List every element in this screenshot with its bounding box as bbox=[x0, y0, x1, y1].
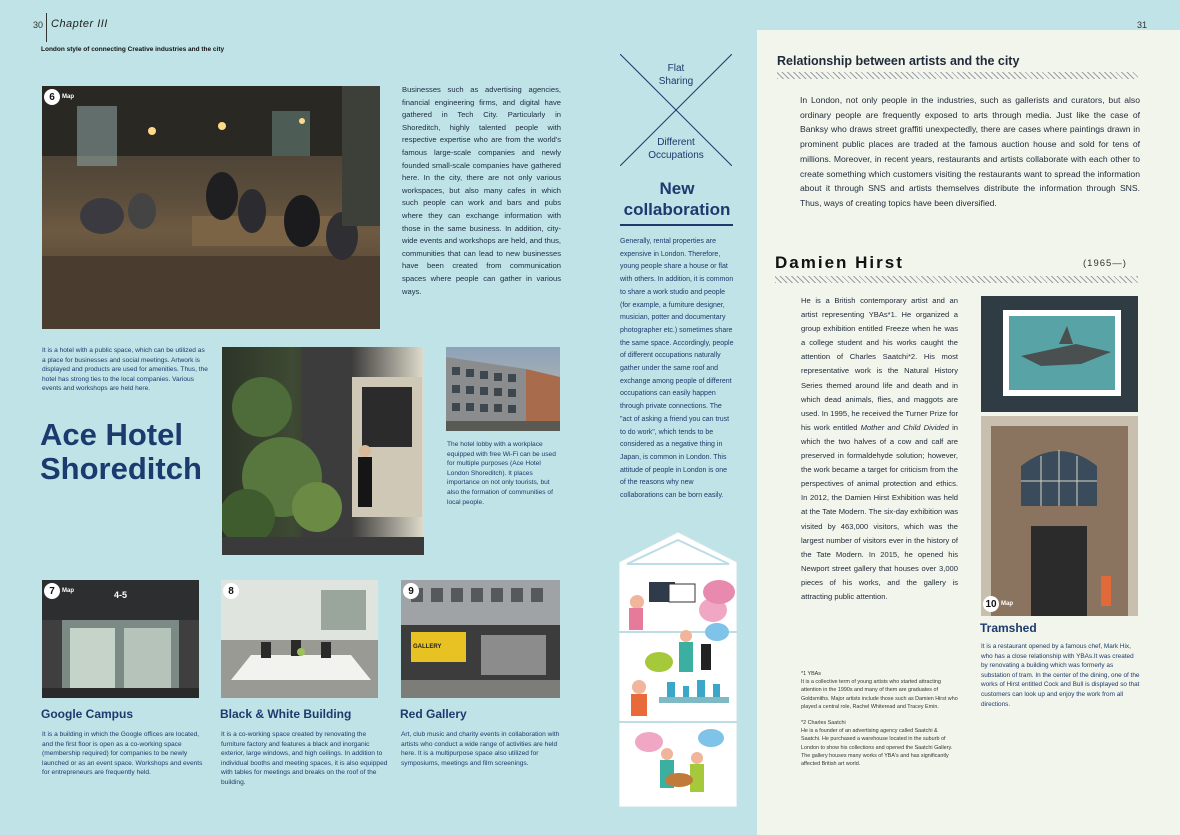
google-campus-description: It is a building in which the Google offices are located, and the first floor is open as a co-working space (membership required) for companies to be newly launched or as an event space. Workshops and events for entrepreneurs are frequently held. bbox=[42, 731, 203, 777]
damien-hirst-biography bbox=[801, 294, 958, 604]
hatched-divider bbox=[775, 276, 1138, 283]
header-divider bbox=[46, 13, 47, 42]
tech-city-intro: Businesses such as advertising agencies, financial engineering firms, and digital have gathered in Tech City. Particularly in Shoreditch, highly talented people with respective expertise who are from the world's famous large-scale companies and newly founded small-scale companies have gathered here. In the city, there are not only various workspaces, but also many cafes in which such people can work and bars and pubs where they can exchange information with those in the same business. In addition, city-wide events and workshops are held, and thus, communities that can lead to new businesses have been created from communication spaces where people can gather in various ways. bbox=[402, 85, 561, 296]
lobby-scene-illustration bbox=[222, 347, 424, 555]
ace-hotel-lobby-photo bbox=[222, 347, 424, 555]
map-label: Map bbox=[62, 94, 74, 100]
footnote-2-title: *2 Charles Saatchi bbox=[801, 720, 846, 727]
artwork-title: Mother and Child Divided bbox=[860, 422, 949, 432]
cafe-scene-illustration bbox=[42, 86, 380, 329]
different-occupations-line2: Occupations bbox=[648, 150, 704, 161]
new-collaboration-line1: New bbox=[659, 179, 695, 198]
tramshed-facade-illustration bbox=[981, 416, 1138, 616]
flat-sharing-label bbox=[636, 62, 716, 88]
photo-tag-7 bbox=[44, 583, 74, 599]
title-underline bbox=[620, 224, 733, 226]
hatched-divider bbox=[777, 72, 1138, 79]
exterior-illustration bbox=[446, 347, 560, 431]
red-gallery-title: Red Gallery bbox=[400, 707, 467, 721]
biography-part-b: in which the two halves of a cow and calf are preserved in formaldehyde solution; however, the work became a target for criticism from the perspectives of animal protection and ethics. In 2012, the Damien Hirst Exhibition was held at the Tate Modern. The six-day exhibition was visited by 463,000 visitors, which was the largest number of visitors ever in the history of the Tate Modern. In 2015, he opened his Newport street gallery that houses over 3,000 pieces of his works, and the gallery is attracting public attention. bbox=[801, 422, 958, 601]
ace-hotel-exterior-photo bbox=[446, 347, 560, 431]
black-white-building-title: Black & White Building bbox=[220, 707, 352, 721]
page-number-left: 30 bbox=[33, 20, 44, 30]
damien-hirst-heading: Damien Hirst bbox=[775, 253, 904, 272]
photo-tag-6 bbox=[44, 89, 74, 105]
tech-city-cafe-photo bbox=[42, 86, 380, 329]
photo-number-badge: 9 bbox=[403, 583, 419, 599]
ace-hotel-title-line2: Shoreditch bbox=[40, 451, 202, 486]
ace-hotel-caption: The hotel lobby with a workplace equipped with free Wi-Fi can be used for multiple purposes (Ace Hotel London Shoreditch). It places importance on not only tourists, but also the formation of communities of local people. bbox=[447, 441, 556, 506]
footnotes bbox=[801, 670, 958, 768]
photo-tag-9 bbox=[403, 583, 419, 599]
flat-sharing-line2: Sharing bbox=[658, 76, 694, 87]
footnote-1-title: *1 YBAs bbox=[801, 671, 821, 677]
google-campus-title: Google Campus bbox=[41, 707, 134, 721]
photo-number-badge: 7 bbox=[44, 583, 60, 599]
black-white-building-description: It is a co-working space created by renovating the furniture factory and features a black and inorganic exterior, large windows, and high ceilings. In addition to individual booths and meeting spaces, it is also equipped with tables for meetings and breaks on the roof of the building. bbox=[221, 731, 388, 786]
page-number-right: 31 bbox=[1137, 20, 1148, 30]
red-gallery-photo bbox=[401, 580, 560, 698]
meeting-room-illustration bbox=[221, 580, 378, 698]
collab-text-part-a: Generally, rental properties are expensive in London. Therefore, young people share a house or flat with others. In addition, it is common to share a work studio and people (for example, a furniture designer, musician, potter and documentary photographer etc.) sometimes share the same space. Accordingly, people of different occupations naturally gather under the same roof and exchange among people of different occupations can easily happen through private connections. The bbox=[620, 238, 734, 411]
footnote-2-text: He is a founder of an advertising agency called Saatchi & Saatchi. He purchased a warehouse located in the suburb of London to show his collections and opened the Saatchi Gallery. The gallery houses many works of YBA's and has significantly affected British art world. bbox=[801, 728, 953, 768]
ace-hotel-description: It is a hotel with a public space, which can be utilized as a place for businesses and social meetings. Artwork is displayed and products are used for amenities. Thus, the hotel has strong ties to the local companies. Various events and workshops are held here. bbox=[42, 347, 208, 393]
shared-house-illustration bbox=[619, 532, 737, 807]
google-campus-photo bbox=[42, 580, 199, 698]
relationship-heading: Relationship between artists and the city bbox=[777, 54, 1020, 68]
shark-artwork-photo bbox=[981, 296, 1138, 412]
new-collaboration-line2: collaboration bbox=[623, 200, 731, 219]
new-collaboration-title bbox=[618, 178, 736, 220]
tramshed-building-photo bbox=[981, 416, 1138, 616]
photo-number-badge: 6 bbox=[44, 89, 60, 105]
building-sign: 4-5 bbox=[113, 590, 127, 600]
collab-text-quote: "act of asking a friend you can trust to do work" bbox=[620, 415, 730, 436]
damien-hirst-years: (1965—) bbox=[1083, 258, 1127, 269]
tramshed-description: It is a restaurant opened by a famous chef, Mark Hix, who has a close relationship with YBAs.It was created by renovating a building which was formerly as substation of tram. In the center of the dining, one of the works of Hirst entitled Cock and Bull is displayed so that customers can look up and enjoy the work from all directions. bbox=[981, 643, 1140, 708]
red-gallery-description: Art, club music and charity events in collaboration with artists who conduct a wide range of activities are held here. It is a multipurpose space also utilized for symposiums, meetings and film screenings. bbox=[401, 731, 560, 767]
gallery-sign: GALLERY bbox=[413, 644, 442, 650]
relationship-text: In London, not only people in the industries, such as gallerists and curators, but also ordinary people are frequently exposed to arts through media. Just like the case of Banksy who draws street graffiti unexpectedly, there are cases where paintings drawn in prominent public places are traded at the famous auction house and sold for tens of millions. Moreover, in recent years, restaurants and artists collaborate with each other to create something which customers visiting the restaurants want to spread the information about it through SNS and artists themselves distribute the information through SNS. Thus, ways of creating topics have been diversified. bbox=[800, 95, 1140, 208]
map-label: Map bbox=[1001, 601, 1013, 607]
ace-hotel-title-line1: Ace Hotel bbox=[40, 417, 183, 452]
new-collaboration-text bbox=[620, 236, 734, 503]
ace-hotel-title bbox=[40, 418, 202, 486]
black-white-building-photo bbox=[221, 580, 378, 698]
map-label: Map bbox=[62, 588, 74, 594]
photo-number-badge: 8 bbox=[223, 583, 239, 599]
photo-tag-8 bbox=[223, 583, 239, 599]
different-occupations-line1: Different bbox=[657, 137, 695, 148]
biography-part-a: He is a British contemporary artist and an artist representing YBAs*1. He organized a group exhibition entitled Freeze when he was a college student and his works caught the attention of Charles Saatchi*2. His most representative work is the Natural History Series themed around life and death and in which dead animals, flies, and maggots are used. In 1995, he received the Turner Prize for his work entitled bbox=[801, 296, 958, 432]
chapter-title: Chapter III bbox=[51, 18, 108, 30]
collab-text-part-b: , which tends to be considered as a negative thing in Japan, is common in London. This attitude of people in London is one of the reasons why new collaborations can be born easily. bbox=[620, 428, 728, 500]
chapter-subtitle: London style of connecting Creative industries and the city bbox=[41, 46, 225, 53]
tramshed-title: Tramshed bbox=[980, 621, 1037, 635]
flat-sharing-line1: Flat bbox=[667, 63, 685, 74]
photo-tag-10 bbox=[983, 596, 1013, 612]
shark-tank-illustration bbox=[981, 296, 1138, 412]
different-occupations-label bbox=[626, 136, 726, 162]
photo-number-badge: 10 bbox=[983, 596, 999, 612]
footnote-1-text: It is a collective term of young artists who started attracting attention in the 1990s and many of them are graduates of Goldsmiths. Major artists include those such as Damien Hirst who played a central role, Rachel Whiteread and Tracey Emin. bbox=[801, 679, 958, 710]
red-gallery-illustration bbox=[401, 580, 560, 698]
